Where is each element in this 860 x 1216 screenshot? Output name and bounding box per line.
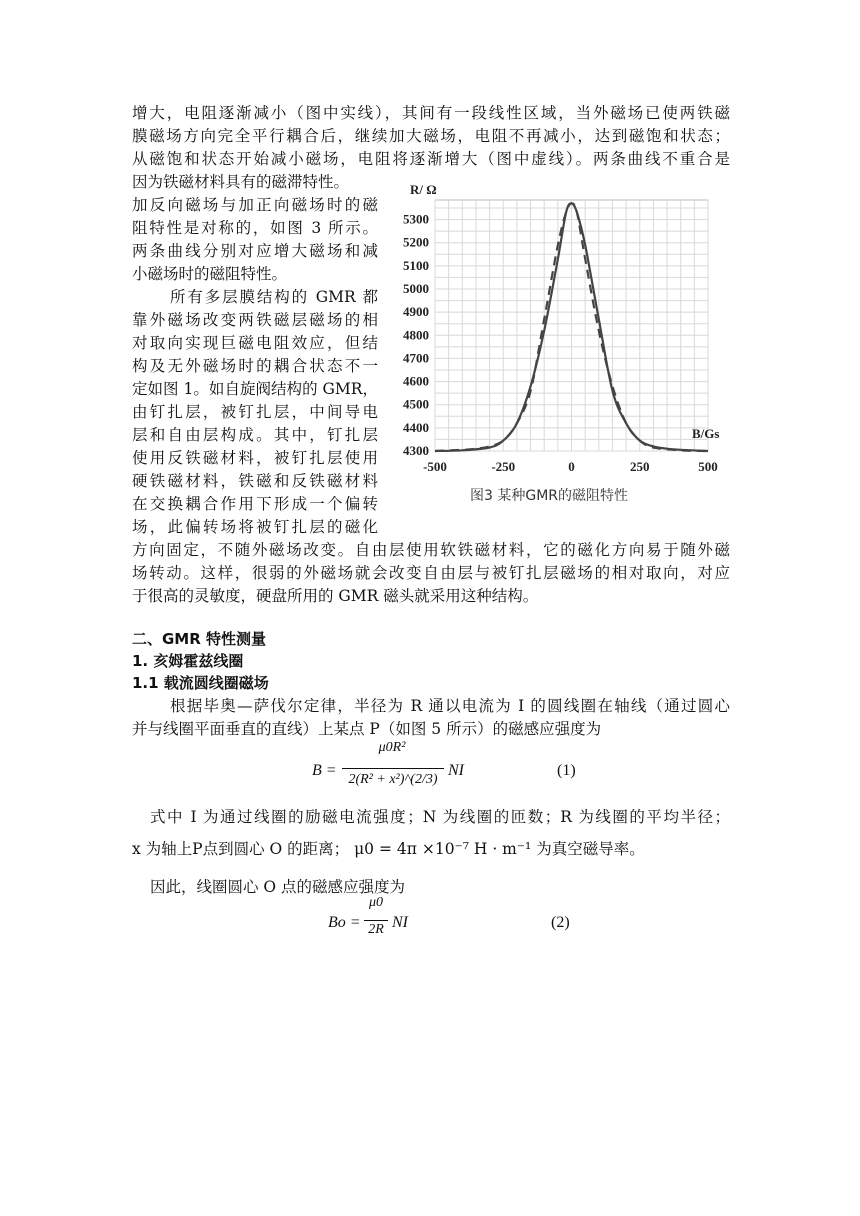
eq2-fraction-bar: [364, 920, 388, 921]
text-line: 对取向实现巨磁电阻效应，但结: [132, 334, 378, 352]
text-line: 使用反铁磁材料，被钉扎层使用: [132, 449, 378, 467]
text-line: 所有多层膜结构的 GMR 都: [170, 288, 378, 306]
eq2-number: (2): [551, 914, 570, 931]
y-tick-label: 4900: [403, 304, 429, 320]
figure-gmr-characteristic: [388, 178, 738, 513]
eq2-rhs: NI: [392, 914, 408, 931]
text-line: 构及无外磁场时的耦合状态不一: [132, 357, 378, 375]
y-tick-label: 5100: [403, 257, 429, 273]
eq2-lhs: Bo =: [328, 914, 361, 931]
text-line: 于很高的灵敏度，硬盘所用的 GMR 磁头就采用这种结构。: [132, 587, 539, 605]
section-heading: 二、GMR 特性测量: [132, 630, 267, 648]
text-line: 靠外磁场改变两铁磁层磁场的相: [132, 311, 378, 329]
y-tick-label: 5000: [403, 281, 429, 296]
text-line: 层和自由层构成。其中，钉扎层: [132, 426, 378, 444]
y-tick-label: 5200: [403, 234, 429, 250]
text-line: 小磁场时的磁阻特性。: [132, 265, 288, 283]
text-line: 场，此偏转场将被钉扎层的磁化: [132, 518, 378, 536]
figure-caption: 图3 某种GMR的磁阻特性: [470, 488, 629, 504]
y-axis-label: R/ Ω: [410, 182, 437, 197]
x-tick-label: 500: [698, 459, 718, 474]
text-line: 硬铁磁材料，铁磁和反铁磁材料: [132, 472, 378, 490]
text-line: 并与线圈平面垂直的直线）上某点 P（如图 5 所示）的磁感应强度为: [132, 720, 602, 738]
subsection-heading: 1. 亥姆霍兹线圈: [132, 652, 244, 670]
x-tick-label: -250: [491, 459, 516, 474]
text-line: 在交换耦合作用下形成一个偏转: [132, 495, 378, 513]
eq1-fraction-bar: [342, 768, 444, 769]
text-line: 因为铁磁材料具有的磁滞特性。: [132, 173, 350, 191]
eq1-lhs: B =: [312, 762, 337, 779]
y-tick-label: 4700: [403, 350, 429, 366]
y-tick-label: 4800: [403, 327, 429, 343]
eq1-numerator: μ0R²: [378, 740, 406, 755]
text-line: 由钉扎层，被钉扎层，中间导电: [132, 403, 378, 421]
text-line: 阻特性是对称的，如图 3 所示。: [132, 219, 378, 237]
text-line: 增大，电阻逐渐减小（图中实线），其间有一段线性区域，当外磁场已使两铁磁: [132, 104, 730, 122]
gmr-chart: [388, 178, 738, 513]
eq2-numerator: μ0: [368, 895, 384, 910]
text-line: 方向固定，不随外磁场改变。自由层使用软铁磁材料，它的磁化方向易于随外磁: [132, 541, 730, 559]
y-tick-label: 4600: [403, 373, 429, 389]
eq2-denominator: 2R: [368, 922, 384, 937]
text-line: 膜磁场方向完全平行耦合后，继续加大磁场，电阻不再减小，达到磁饱和状态；: [132, 127, 730, 145]
text-line: x 为轴上P点到圆心 O 的距离； μ0 = 4π ×10⁻⁷ H · m⁻¹ 为真空磁导率。: [132, 840, 645, 858]
text-line: 场转动。这样，很弱的外磁场就会改变自由层与被钉扎层磁场的相对取向，对应: [132, 564, 730, 582]
eq1-number: (1): [557, 762, 576, 779]
text-line: 从磁饱和状态开始减小磁场，电阻将逐渐增大（图中虚线）。两条曲线不重合是: [132, 150, 730, 168]
y-tick-label: 4400: [403, 419, 429, 435]
y-tick-label: 4500: [403, 396, 429, 412]
text-line: 定如图 1。如自旋阀结构的 GMR，: [132, 380, 378, 398]
text-line: 式中 I 为通过线圈的励磁电流强度；N 为线圈的匝数；R 为线圈的平均半径；: [150, 808, 730, 826]
text-line: 因此，线圈圆心 O 点的磁感应强度为: [150, 878, 406, 896]
text-line: 根据毕奥—萨伐尔定律，半径为 R 通以电流为 I 的圆线圈在轴线（通过圆心: [170, 697, 730, 715]
x-tick-label: 250: [630, 459, 650, 474]
x-axis-label: B/Gs: [692, 426, 720, 441]
y-tick-label: 5300: [403, 211, 429, 227]
x-tick-label: -500: [423, 459, 447, 474]
x-tick-label: 0: [568, 459, 575, 474]
text-line: 加反向磁场与加正向磁场时的磁: [132, 196, 378, 214]
eq1-rhs: NI: [448, 762, 464, 779]
text-line: 两条曲线分别对应增大磁场和减: [132, 242, 378, 260]
y-tick-label: 4300: [403, 443, 429, 458]
eq1-denominator: 2(R² + x²)^(2/3): [348, 772, 438, 787]
subsubsection-heading: 1.1 载流圆线圈磁场: [132, 674, 269, 692]
